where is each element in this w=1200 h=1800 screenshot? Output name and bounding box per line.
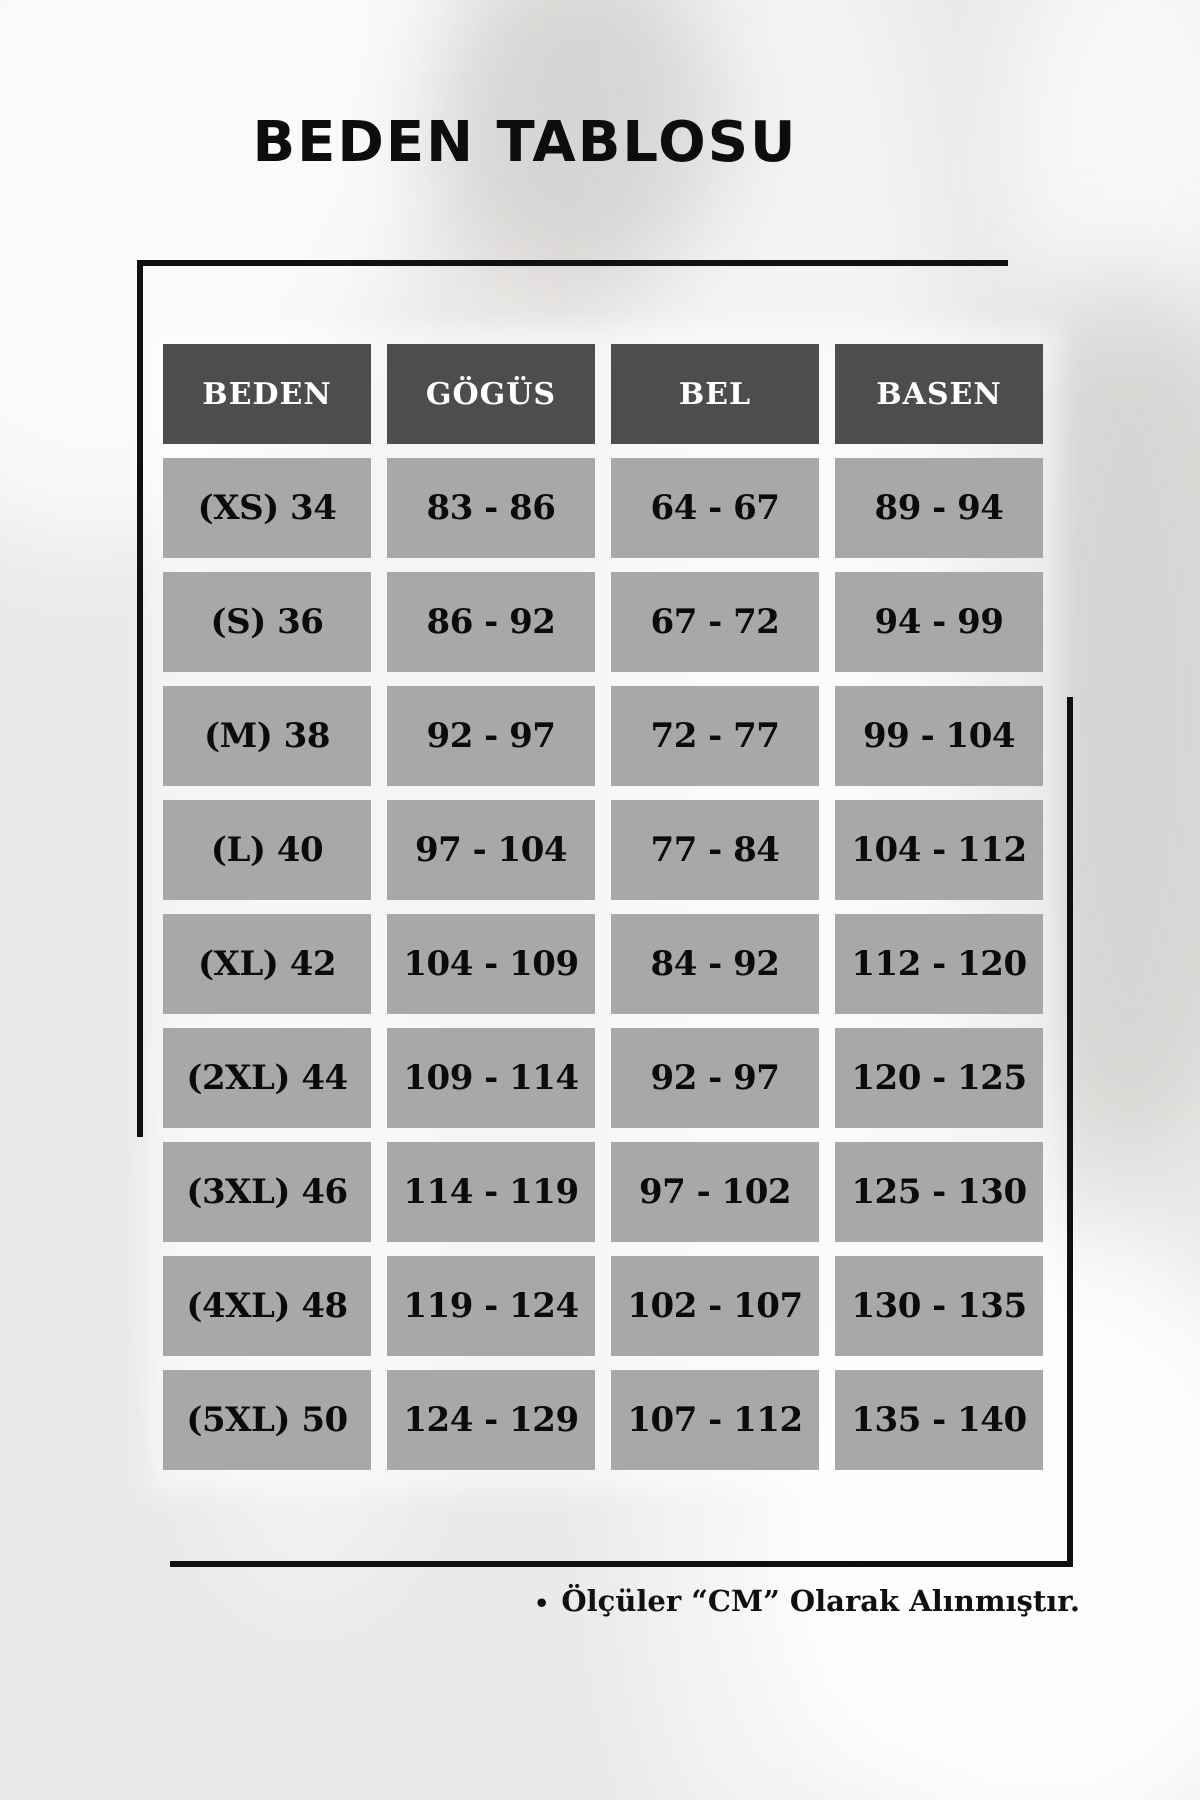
cell-bel: 84 - 92 [611,914,819,1014]
cell-beden: (2XL) 44 [163,1028,371,1128]
bullet-icon: • [534,1588,550,1618]
cell-bel: 77 - 84 [611,800,819,900]
cell-gogus: 86 - 92 [387,572,595,672]
cell-gogus: 83 - 86 [387,458,595,558]
cell-basen: 104 - 112 [835,800,1043,900]
cell-bel: 107 - 112 [611,1370,819,1470]
cell-gogus: 114 - 119 [387,1142,595,1242]
cell-basen: 94 - 99 [835,572,1043,672]
cell-beden: (L) 40 [163,800,371,900]
cell-basen: 135 - 140 [835,1370,1043,1470]
cell-gogus: 104 - 109 [387,914,595,1014]
cell-basen: 130 - 135 [835,1256,1043,1356]
footer-note [480,1584,1080,1618]
column-header-basen: BASEN [835,344,1043,444]
cell-beden: (4XL) 48 [163,1256,371,1356]
cell-basen: 125 - 130 [835,1142,1043,1242]
cell-basen: 99 - 104 [835,686,1043,786]
size-table [163,344,1043,1470]
cell-bel: 67 - 72 [611,572,819,672]
cell-gogus: 109 - 114 [387,1028,595,1128]
cell-basen: 120 - 125 [835,1028,1043,1128]
cell-beden: (M) 38 [163,686,371,786]
cell-beden: (XS) 34 [163,458,371,558]
cell-gogus: 124 - 129 [387,1370,595,1470]
cell-beden: (5XL) 50 [163,1370,371,1470]
page-title: BEDEN TABLOSU [252,110,798,175]
cell-basen: 89 - 94 [835,458,1043,558]
cell-bel: 97 - 102 [611,1142,819,1242]
column-header-bel: BEL [611,344,819,444]
cell-gogus: 92 - 97 [387,686,595,786]
column-header-gogus: GÖGÜS [387,344,595,444]
cell-gogus: 97 - 104 [387,800,595,900]
cell-beden: (3XL) 46 [163,1142,371,1242]
cell-beden: (S) 36 [163,572,371,672]
footer-note-text: Ölçüler “CM” Olarak Alınmıştır. [561,1584,1080,1618]
cell-bel: 92 - 97 [611,1028,819,1128]
cell-bel: 64 - 67 [611,458,819,558]
cell-beden: (XL) 42 [163,914,371,1014]
column-header-beden: BEDEN [163,344,371,444]
cell-bel: 102 - 107 [611,1256,819,1356]
cell-basen: 112 - 120 [835,914,1043,1014]
cell-gogus: 119 - 124 [387,1256,595,1356]
cell-bel: 72 - 77 [611,686,819,786]
